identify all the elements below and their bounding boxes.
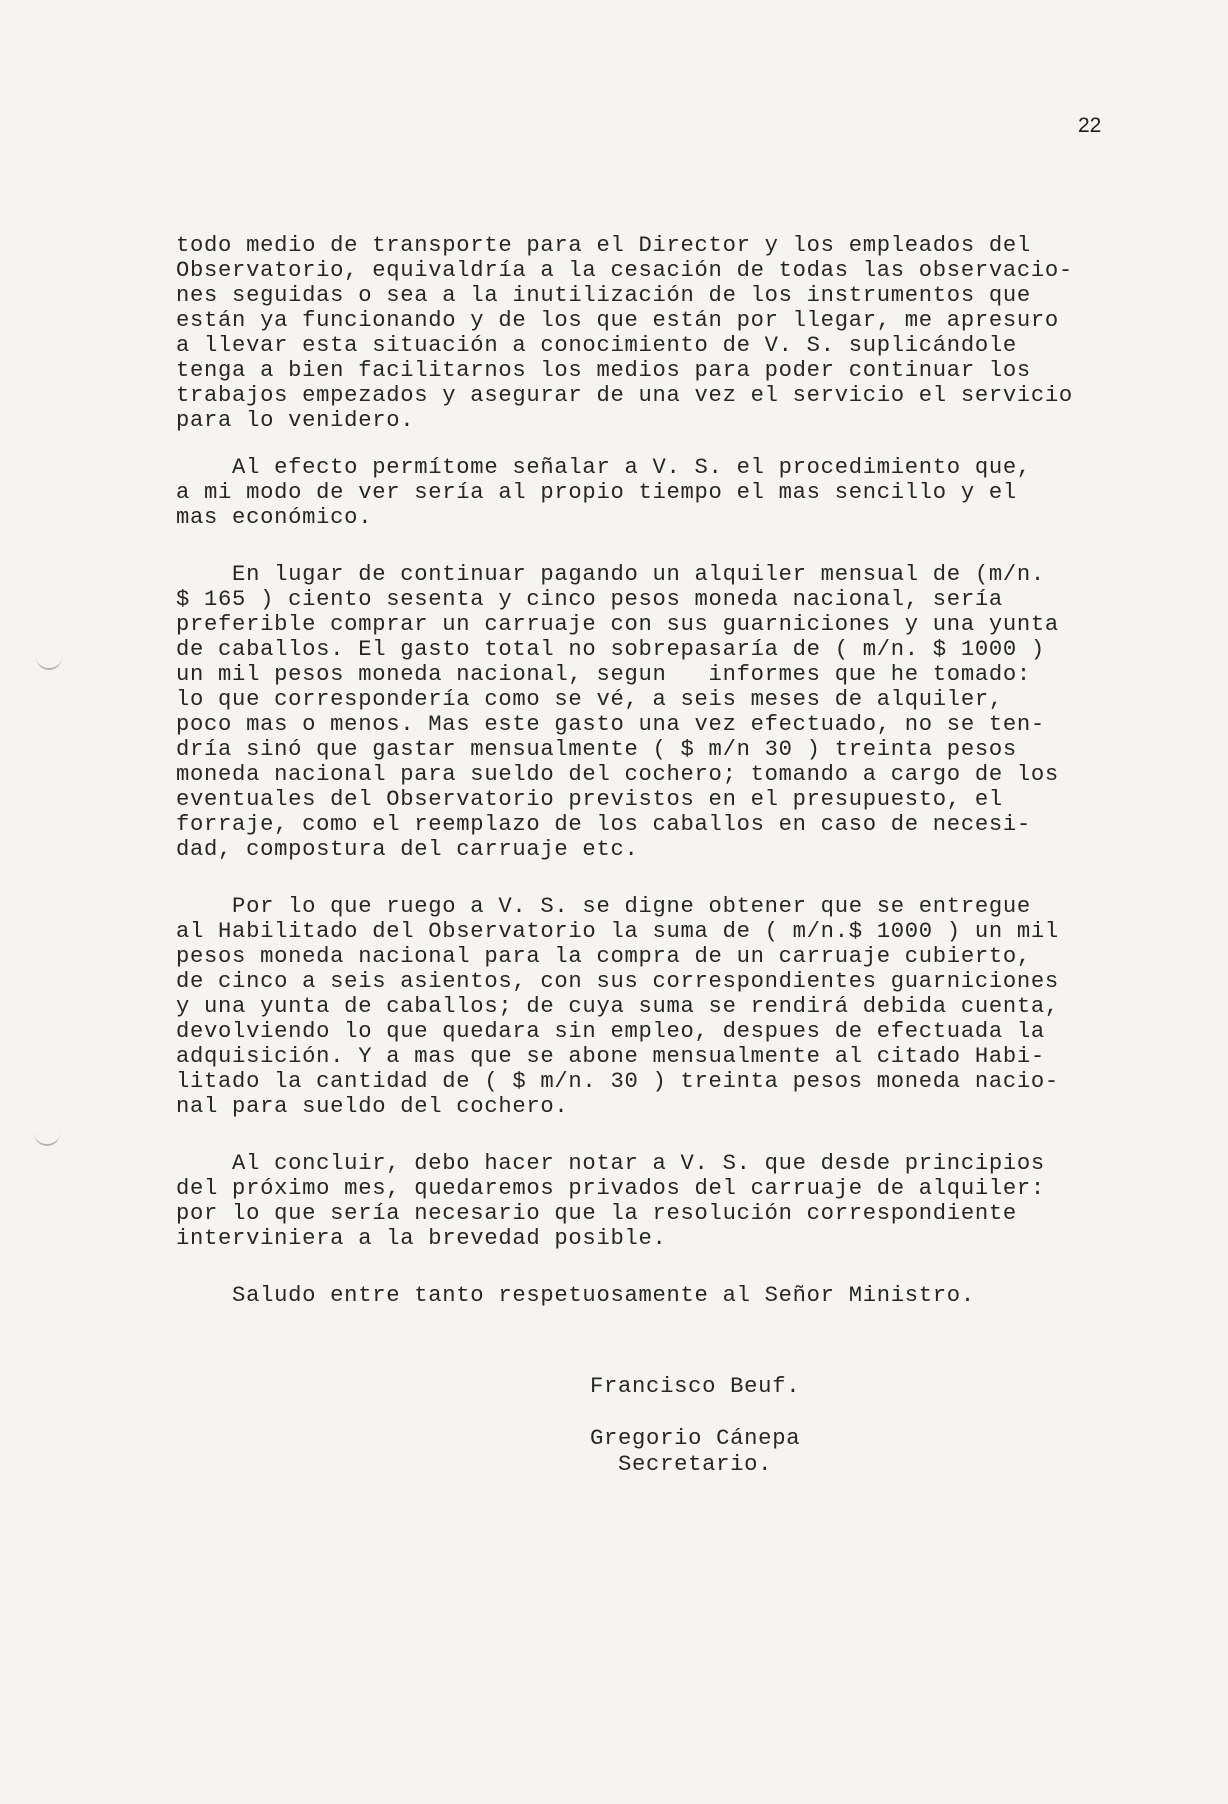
paragraph xyxy=(176,1283,1151,1308)
text-line: a mi modo de ver sería al propio tiempo el mas sencillo y el xyxy=(176,480,1017,505)
text-line: Al concluir, debo hacer notar a V. S. que desde principios xyxy=(176,1151,1045,1176)
text-line: de caballos. El gasto total no sobrepasaría de ( m/n. $ 1000 ) xyxy=(176,637,1045,662)
text-line: preferible comprar un carruaje con sus guarniciones y una yunta xyxy=(176,612,1059,637)
text-line: forraje, como el reemplazo de los caballos en caso de necesi- xyxy=(176,812,1031,837)
text-line: Por lo que ruego a V. S. se digne obtener que se entregue xyxy=(176,894,1031,919)
text-line: y una yunta de caballos; de cuya suma se rendirá debida cuenta, xyxy=(176,994,1059,1019)
text-line: moneda nacional para sueldo del cochero; tomando a cargo de los xyxy=(176,762,1059,787)
text-line: del próximo mes, quedaremos privados del carruaje de alquiler: xyxy=(176,1176,1045,1201)
text-line: Saludo entre tanto respetuosamente al Señor Ministro. xyxy=(176,1283,975,1308)
text-line: un mil pesos moneda nacional, segun informes que he tomado: xyxy=(176,662,1031,687)
letter-body xyxy=(176,233,1151,1308)
text-line: están ya funcionando y de los que están por llegar, me apresuro xyxy=(176,308,1059,333)
text-line: para lo venidero. xyxy=(176,408,415,433)
paragraph xyxy=(176,562,1151,862)
text-line: $ 165 ) ciento sesenta y cinco pesos moneda nacional, sería xyxy=(176,587,1003,612)
text-line: pesos moneda nacional para la compra de un carruaje cubierto, xyxy=(176,944,1031,969)
text-line: interviniera a la brevedad posible. xyxy=(176,1226,667,1251)
text-line: trabajos empezados y asegurar de una vez el servicio el servicio xyxy=(176,383,1073,408)
text-line: tenga a bien facilitarnos los medios para poder continuar los xyxy=(176,358,1031,383)
secretary-name: Gregorio Cánepa xyxy=(590,1426,801,1451)
text-line: litado la cantidad de ( $ m/n. 30 ) treinta pesos moneda nacio- xyxy=(176,1069,1059,1094)
text-line: nal para sueldo del cochero. xyxy=(176,1094,569,1119)
text-line: al Habilitado del Observatorio la suma de ( m/n.$ 1000 ) un mil xyxy=(176,919,1059,944)
text-line: nes seguidas o sea a la inutilización de los instrumentos que xyxy=(176,283,1031,308)
paragraph xyxy=(176,455,1151,530)
text-line: mas económico. xyxy=(176,505,373,530)
text-line: dría sinó que gastar mensualmente ( $ m/n 30 ) treinta pesos xyxy=(176,737,1017,762)
paragraph xyxy=(176,894,1151,1119)
signatory-name: Francisco Beuf. xyxy=(590,1374,801,1399)
text-line: dad, compostura del carruaje etc. xyxy=(176,837,639,862)
text-line: a llevar esta situación a conocimiento de V. S. suplicándole xyxy=(176,333,1017,358)
punch-hole-mark xyxy=(34,1130,60,1146)
text-line: eventuales del Observatorio previstos en el presupuesto, el xyxy=(176,787,1003,812)
signature-block xyxy=(590,1374,800,1478)
punch-hole-mark xyxy=(36,654,62,670)
text-line: de cinco a seis asientos, con sus correspondientes guarniciones xyxy=(176,969,1059,994)
text-line: por lo que sería necesario que la resolución correspondiente xyxy=(176,1201,1017,1226)
text-line: devolviendo lo que quedara sin empleo, despues de efectuada la xyxy=(176,1019,1045,1044)
paragraph xyxy=(176,1151,1151,1251)
text-line: todo medio de transporte para el Director y los empleados del xyxy=(176,233,1031,258)
page-number: 22 xyxy=(1078,114,1102,137)
text-line: lo que correspondería como se vé, a seis meses de alquiler, xyxy=(176,687,1003,712)
text-line: En lugar de continuar pagando un alquiler mensual de (m/n. xyxy=(176,562,1045,587)
paragraph xyxy=(176,233,1151,433)
text-line: Observatorio, equivaldría a la cesación de todas las observacio- xyxy=(176,258,1073,283)
text-line: poco mas o menos. Mas este gasto una vez efectuado, no se ten- xyxy=(176,712,1045,737)
text-line: adquisición. Y a mas que se abone mensualmente al citado Habi- xyxy=(176,1044,1045,1069)
text-line: Al efecto permítome señalar a V. S. el procedimiento que, xyxy=(176,455,1031,480)
secretary-title: Secretario. xyxy=(590,1452,773,1477)
